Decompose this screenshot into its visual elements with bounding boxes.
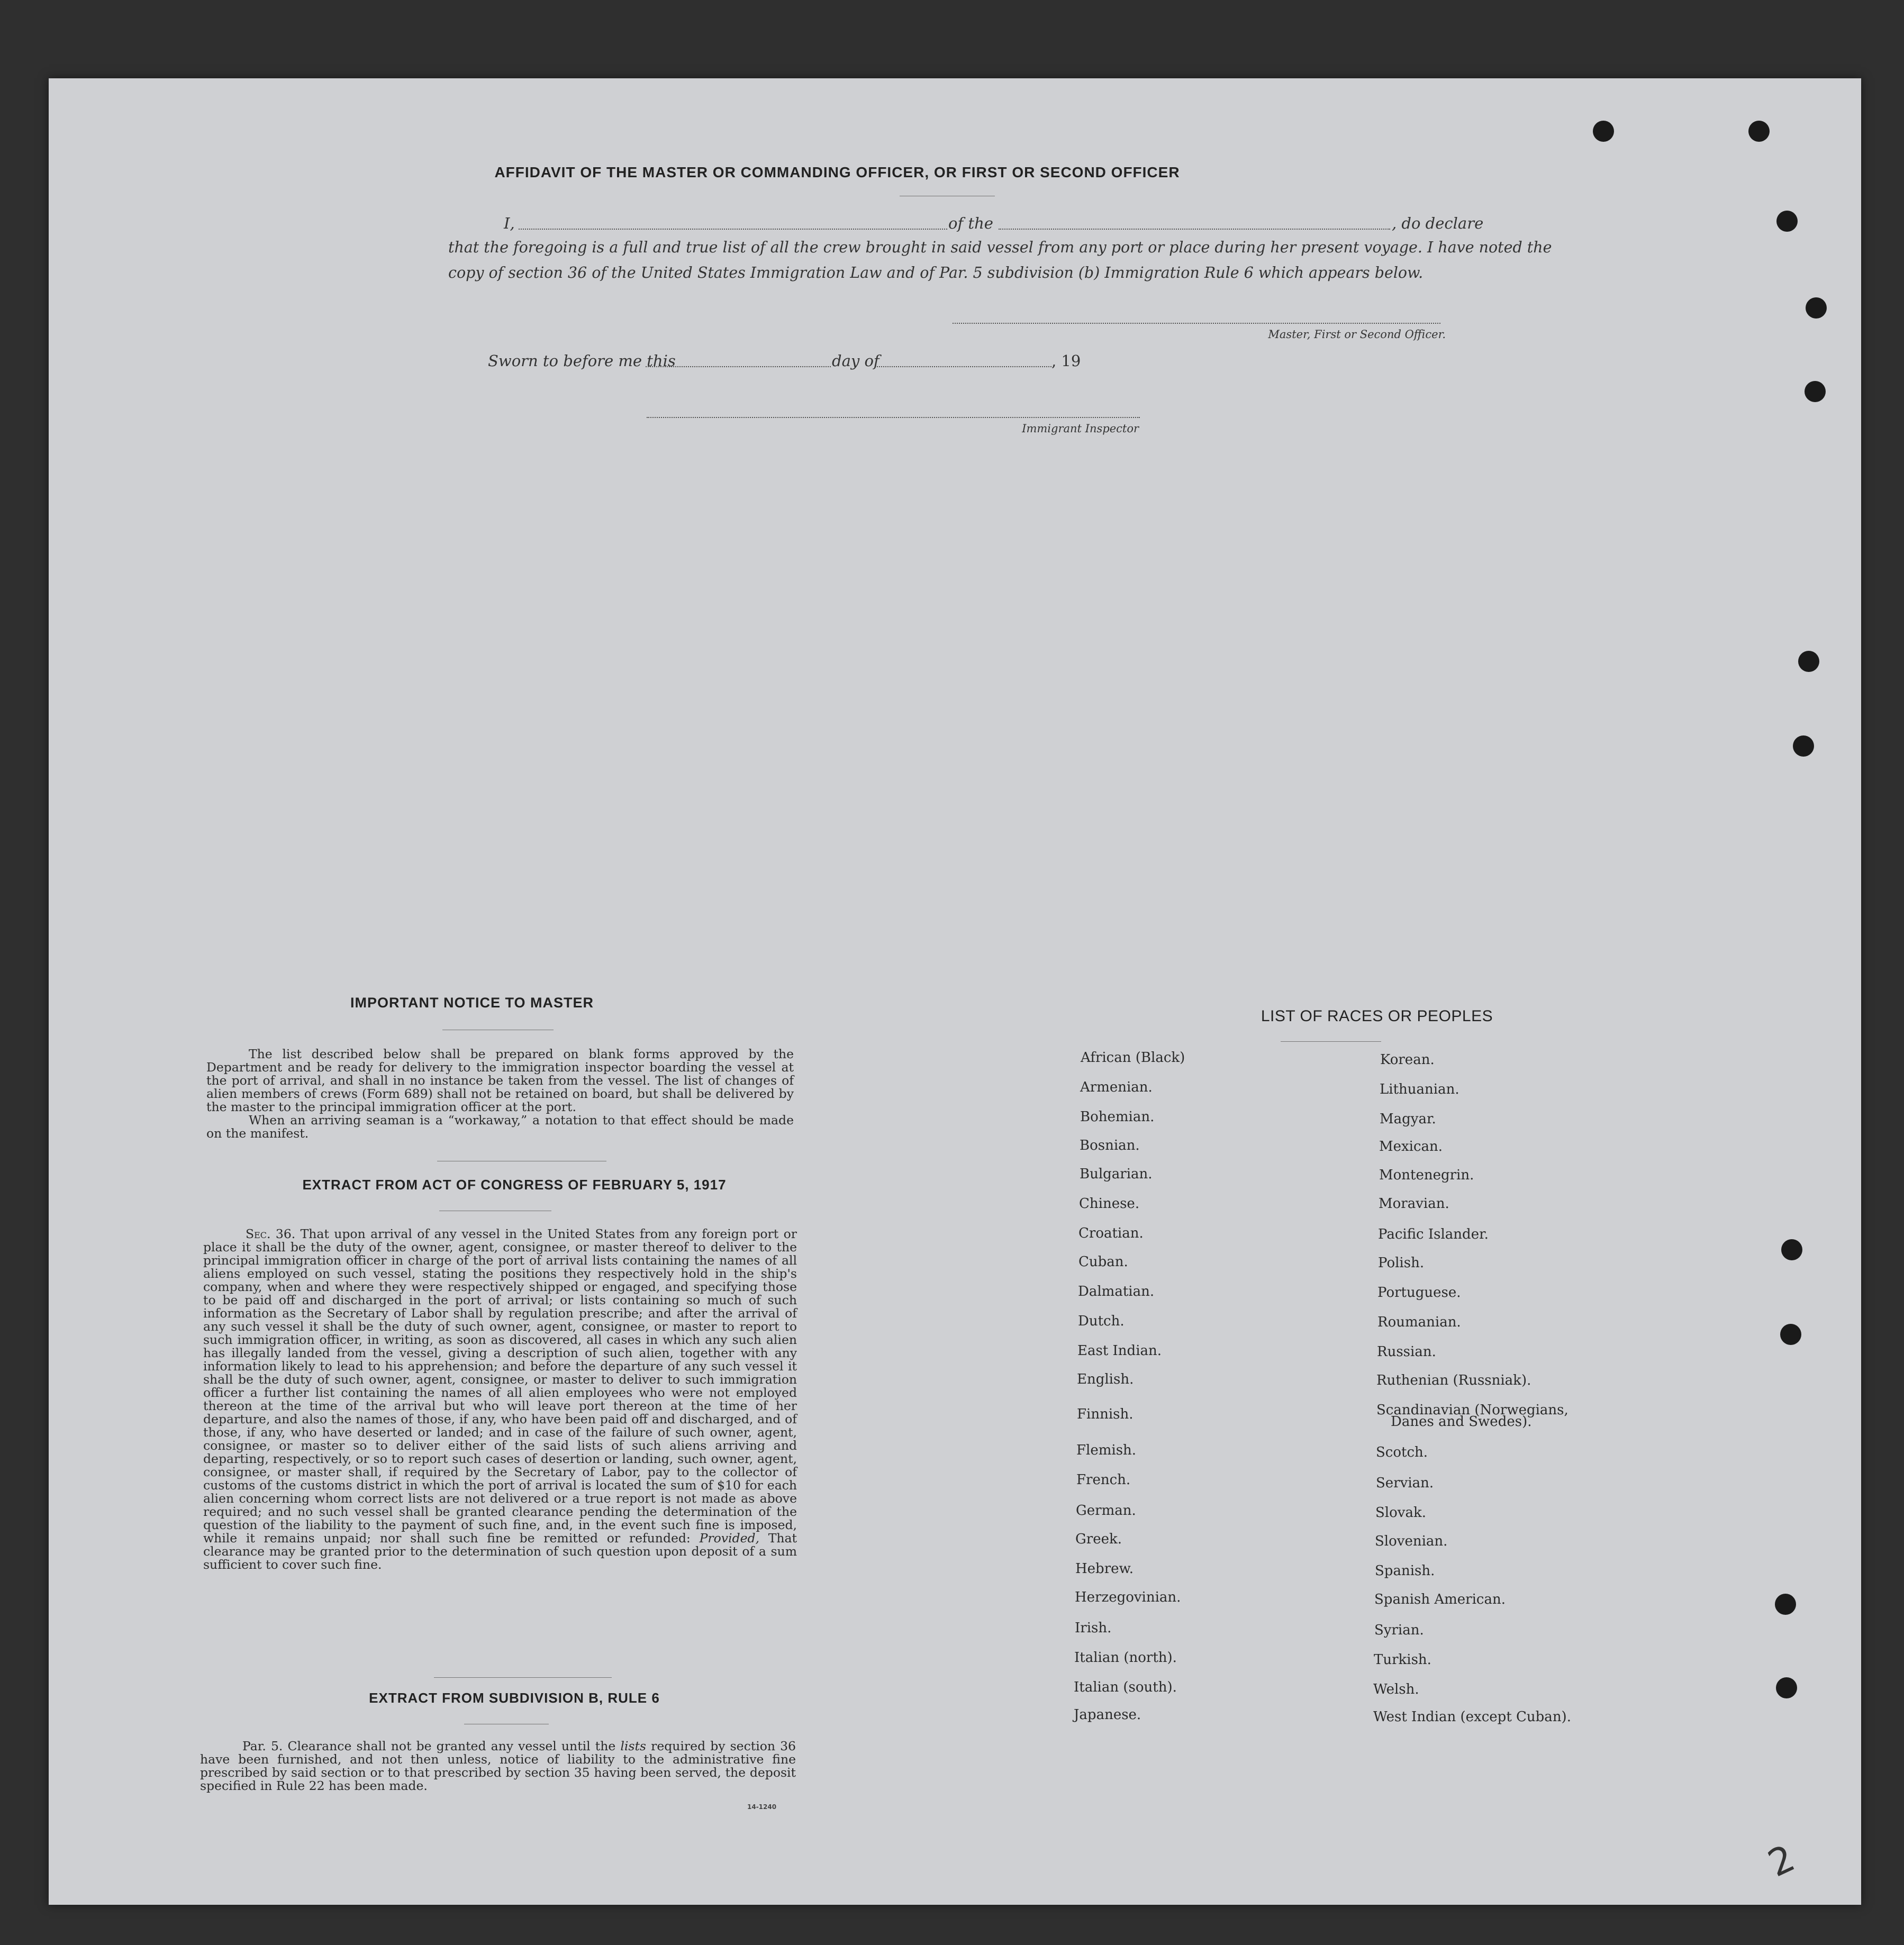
rule-text-post: required by section 36 have been furnished, and not then unless, notice of liability to the administrative fine prescribed by said section or to that prescribed by section 35 having been served, the deposit specified in Rule 22 has been made. <box>200 1739 796 1793</box>
race-item: Italian (south). <box>1074 1679 1177 1695</box>
punch-hole <box>1775 1594 1796 1615</box>
race-item: Slovenian. <box>1375 1533 1448 1549</box>
race-item: Scotch. <box>1376 1444 1428 1460</box>
punch-hole <box>1748 121 1770 142</box>
race-item: Bohemian. <box>1080 1109 1155 1125</box>
race-item: Herzegovinian. <box>1075 1589 1181 1605</box>
race-item: Flemish. <box>1076 1442 1137 1458</box>
race-item: Irish. <box>1075 1620 1112 1636</box>
day-of-label: day of <box>832 352 880 370</box>
race-item: Spanish. <box>1375 1563 1435 1579</box>
punch-hole <box>1776 211 1798 232</box>
race-item: German. <box>1076 1503 1136 1519</box>
race-item: Croatian. <box>1078 1225 1144 1241</box>
sworn-label: Sworn to before me this <box>488 352 676 370</box>
race-item: Dutch. <box>1078 1313 1125 1329</box>
race-item: Scandinavian (Norwegians, <box>1376 1402 1568 1418</box>
race-item: Spanish American. <box>1374 1592 1506 1607</box>
race-item: Pacific Islander. <box>1378 1226 1489 1242</box>
race-item: East Indian. <box>1077 1343 1162 1359</box>
race-item: Portuguese. <box>1377 1285 1461 1301</box>
punch-hole <box>1593 121 1614 142</box>
affidavit-title: AFFIDAVIT OF THE MASTER OR COMMANDING OFFICER, OR FIRST OR SECOND OFFICER <box>494 164 1180 180</box>
race-item: Roumanian. <box>1377 1314 1461 1330</box>
race-item: Italian (north). <box>1074 1650 1177 1666</box>
notice-para-1: The list described below shall be prepared on blank forms approved by the Department and be ready for delivery to the immigration inspector boarding the vessel at the port of arrival, and shall in no instance be taken from the vessel. The list of changes of alien members of crews (Form 689) shall not be retained on board, but shall be delivered by the master to the principal immigration officer at the port. <box>206 1047 794 1114</box>
affidavit-do-declare: , do declare <box>1392 214 1484 232</box>
races-title: LIST OF RACES OR PEOPLES <box>1261 1007 1493 1025</box>
race-item: English. <box>1077 1371 1134 1387</box>
race-item: Bosnian. <box>1080 1138 1140 1153</box>
sworn-month-field[interactable] <box>877 366 1051 367</box>
race-item: Ruthenian (Russniak). <box>1376 1373 1531 1388</box>
punch-hole <box>1806 297 1827 319</box>
punch-hole <box>1776 1677 1797 1698</box>
sworn-line <box>488 348 1176 374</box>
race-item: Hebrew. <box>1075 1561 1134 1577</box>
race-item: Cuban. <box>1078 1254 1128 1270</box>
act-body <box>203 1228 797 1571</box>
notice-para-2: When an arriving seaman is a “workaway,” a notation to that effect should be made on the manifest. <box>206 1113 794 1141</box>
race-item: Russian. <box>1377 1344 1436 1360</box>
notice-title: IMPORTANT NOTICE TO MASTER <box>350 995 594 1011</box>
race-item: Moravian. <box>1379 1196 1449 1212</box>
name-field[interactable] <box>519 229 947 230</box>
affidavit-i-label: I, <box>504 214 515 232</box>
race-item: Korean. <box>1380 1052 1435 1068</box>
race-item: Polish. <box>1378 1255 1425 1271</box>
race-item: Finnish. <box>1077 1406 1134 1422</box>
vessel-field[interactable] <box>999 229 1390 230</box>
races-title-rule <box>1281 1041 1381 1042</box>
race-item: Armenian. <box>1080 1079 1153 1095</box>
inspector-signature-field[interactable] <box>647 417 1140 418</box>
affidavit-line1 <box>451 211 1499 236</box>
rule-body <box>200 1740 796 1793</box>
sworn-day-field[interactable] <box>646 366 831 367</box>
form-number: 14-1240 <box>747 1803 777 1811</box>
divider-rule-2 <box>434 1677 612 1678</box>
race-item: Mexican. <box>1379 1139 1443 1155</box>
race-item: Greek. <box>1075 1531 1122 1547</box>
race-item: Chinese. <box>1079 1196 1140 1212</box>
affidavit-line3: copy of section 36 of the United States Immigration Law and of Par. 5 subdivision (b) Immigration Rule 6 which appears below. <box>448 264 1424 281</box>
notice-body <box>206 1048 794 1140</box>
rule-lists: lists <box>620 1739 646 1753</box>
rule-text-pre: Par. 5. Clearance shall not be granted any vessel until the <box>242 1739 616 1753</box>
punch-hole <box>1793 735 1814 757</box>
act-sec-label: Sec. 36. <box>246 1226 296 1241</box>
affidavit-line2: that the foregoing is a full and true list of all the crew brought in said vessel from any port or place during her present voyage. I have noted the <box>448 239 1552 256</box>
inspector-label: Immigrant Inspector <box>1022 422 1139 435</box>
race-item: Syrian. <box>1374 1622 1424 1638</box>
act-paragraph <box>203 1228 797 1571</box>
race-item: Turkish. <box>1374 1652 1431 1668</box>
act-text-pre: That upon arrival of any vessel in the United States from any foreign port or place it shall be the duty of the owner, agent, consignee, or master thereof to deliver to the principal immigration officer in charge of the port of arrival lists containing the names of all aliens employed on such vessel, stating the positions they respectively hold in the ship's company, when and where they were respectively shipped or engaged, and specifying those to be paid off and discharged in the port of arrival; or lists containing so much of such information as the Secretary of Labor shall by regulation prescribe; and after the arrival of any such vessel it shall be the duty of such owner, agent, consignee, or master to report to such immigration officer, in writing, as soon as discovered, all cases in which any such alien has illegally landed from the vessel, giving a description of such alien, together with any information likely to lead to his apprehension; and before the departure of any such vessel it shall be the duty of such owner, agent, consignee, or master to deliver to such immigration officer a further list containing the names of all alien employees who were not employed thereon at the time of the arrival but who will leave port thereon at the time of her departure, and also the names of those, if any, who have been paid off and discharged, and of those, if any, who have deserted or landed; and in case of the failure of such owner, agent, consignee, or master so to deliver either of the said lists of such aliens arriving and departing, respectively, or so to report such cases of desertion or landing, such owner, agent, consignee, or master shall, if required by the Secretary of Labor, pay to the collector of customs of the customs district in which the port of arrival is located the sum of $10 for each alien concerning whom correct lists are not delivered or a true report is not made as above required; and no such vessel shall be granted clearance pending the determination of the question of the liability to the payment of such fine, and, in the event such fine is imposed, while it remains unpaid; nor shall such fine be remitted or refunded: <box>203 1226 797 1546</box>
race-item: French. <box>1076 1472 1131 1488</box>
race-item-scandinavian-cont: Danes and Swedes). <box>1391 1414 1532 1430</box>
page-number-mark: 2 <box>1761 1836 1801 1886</box>
year-label: , 19 <box>1051 352 1081 370</box>
affidavit-of-the: of the <box>948 214 993 232</box>
punch-hole <box>1781 1239 1802 1260</box>
race-item: African (Black) <box>1081 1050 1185 1066</box>
master-signature-field[interactable] <box>953 323 1440 324</box>
race-item: Lithuanian. <box>1380 1081 1459 1097</box>
race-item: Welsh. <box>1373 1682 1419 1697</box>
race-item: West Indian (except Cuban). <box>1373 1709 1571 1725</box>
race-item: Bulgarian. <box>1080 1166 1153 1182</box>
act-text-post: That clearance may be granted prior to the determination of such question upon deposit of a sum sufficient to cover such fine. <box>203 1531 797 1572</box>
act-title: EXTRACT FROM ACT OF CONGRESS OF FEBRUARY 5, 1917 <box>302 1177 727 1193</box>
race-item: Servian. <box>1376 1475 1434 1491</box>
race-item: Slovak. <box>1375 1505 1426 1521</box>
document-sheet <box>49 78 1861 1905</box>
race-item: Dalmatian. <box>1078 1284 1155 1299</box>
punch-hole <box>1780 1324 1801 1345</box>
rule-title: EXTRACT FROM SUBDIVISION B, RULE 6 <box>369 1690 660 1706</box>
race-item: Japanese. <box>1074 1707 1141 1723</box>
punch-hole <box>1805 381 1826 402</box>
race-item: Magyar. <box>1380 1111 1436 1127</box>
master-label: Master, First or Second Officer. <box>1268 328 1446 341</box>
punch-hole <box>1798 651 1819 672</box>
rule-paragraph <box>200 1740 796 1793</box>
act-provided: Provided, <box>699 1531 760 1546</box>
race-item: Montenegrin. <box>1379 1167 1474 1183</box>
